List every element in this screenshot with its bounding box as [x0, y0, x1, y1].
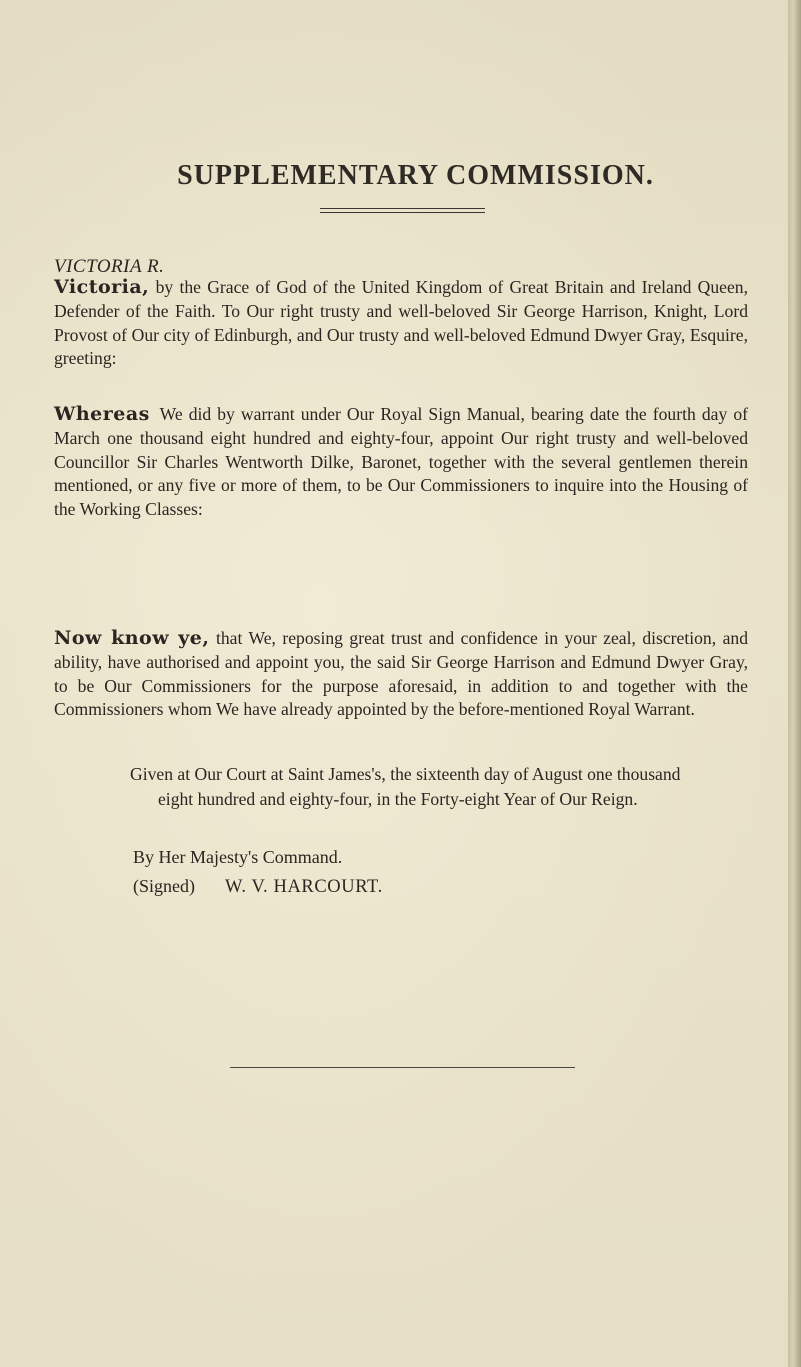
- given-at-court: Given at Our Court at Saint James's, the sixteenth day of August one thousand eight hundred and eighty-four, in the Forty-eight Year of Our Reign.: [130, 764, 681, 809]
- page-edge: [788, 0, 801, 1367]
- paragraph-now-know-ye: [54, 627, 748, 722]
- paragraph-text: We did by warrant under Our Royal Sign Manual, bearing date the fourth day of March one thousand eight hundred and eighty-four, appoint Our right trusty and well-beloved Councillor Sir Charles Wentworth Dilke, Baronet, together with the several gentlemen therein mentioned, or any five or more of them, to be Our Commissioners to inquire into the Housing of the Working Classes:: [54, 404, 748, 520]
- heading-rule-top: [320, 208, 485, 209]
- paragraph-lead-victoria: Victoria,: [54, 276, 150, 298]
- paragraph-lead-whereas: Whereas: [54, 403, 150, 425]
- royal-sign-manual: VICTORIA R.: [54, 256, 165, 277]
- document-heading: SUPPLEMENTARY COMMISSION.: [177, 160, 654, 191]
- heading-rule-bottom: [320, 212, 485, 213]
- paragraph-lead-now-know-ye: Now know ye,: [54, 627, 210, 649]
- signed-label: (Signed): [133, 876, 195, 896]
- signature-line: [133, 876, 383, 898]
- paragraph-text: that We, reposing great trust and confidence in your zeal, discretion, and ability, have authorised and appoint you, the said Sir George Harrison and Edmund Dwyer Gray, to be Our Commissioners for the purpose aforesaid, in addition to and together with the Commissioners whom We have already appointed by the before-mentioned Royal Warrant.: [54, 628, 748, 720]
- paragraph-whereas: [54, 403, 748, 522]
- paragraph-text: by the Grace of God of the United Kingdom of Great Britain and Ireland Queen, Defender of the Faith. To Our right trusty and well-beloved Sir George Harrison, Knight, Lord Provost of Our city of Edinburgh, and Our trusty and well-beloved Edmund Dwyer Gray, Esquire, greeting:: [54, 277, 748, 369]
- paragraph-greeting: [54, 276, 748, 371]
- footer-rule: [230, 1067, 575, 1068]
- majesty-command: By Her Majesty's Command.: [133, 847, 343, 867]
- signer-name: W. V. HARCOURT.: [225, 877, 383, 897]
